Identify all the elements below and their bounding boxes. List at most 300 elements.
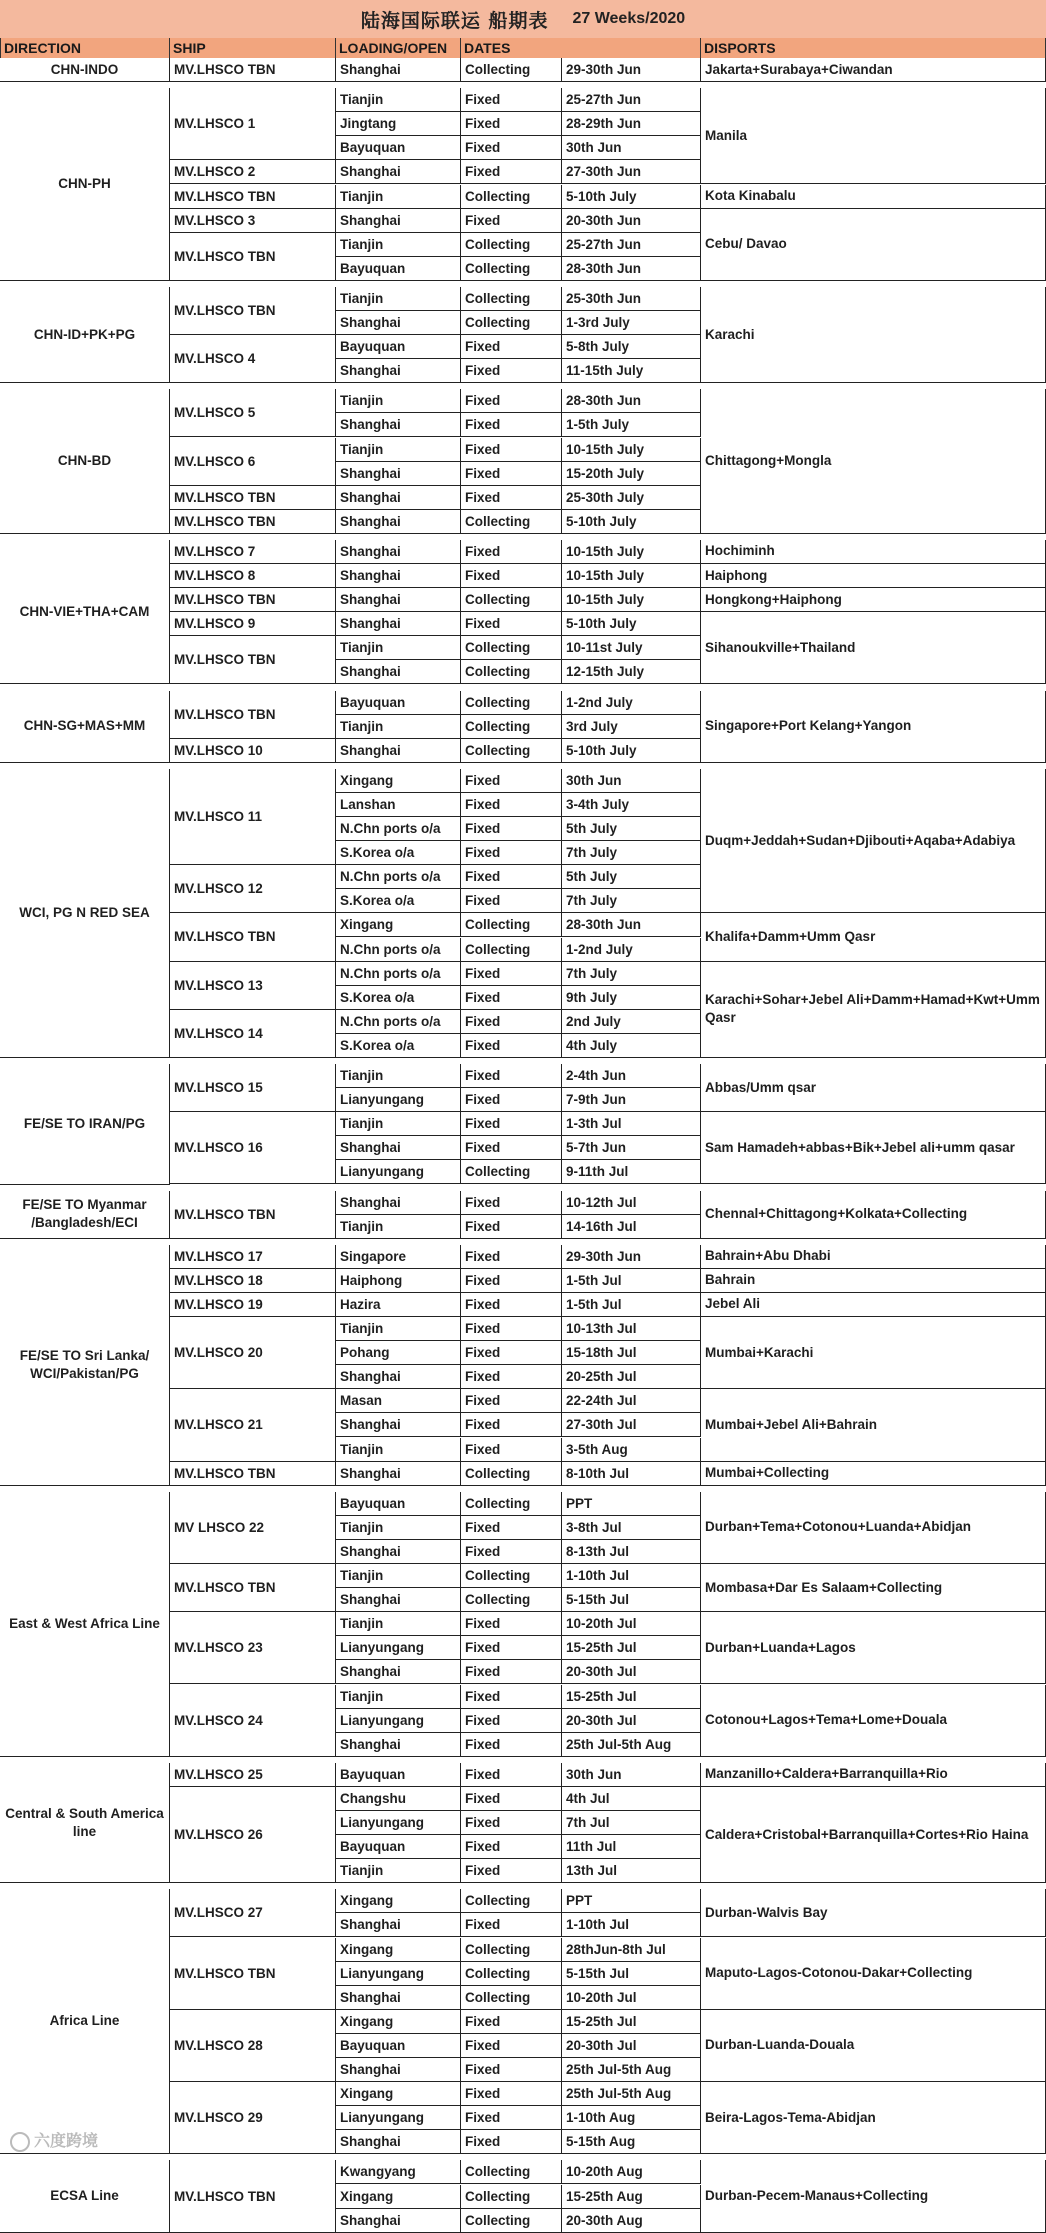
loading-port-cell: Shanghai [336, 486, 461, 510]
loading-port-cell: S.Korea o/a [336, 841, 461, 865]
status-cell: Fixed [461, 413, 562, 437]
ship-cell: MV.LHSCO 19 [170, 1293, 336, 1317]
date-cell: 5th July [562, 817, 701, 841]
date-cell: 20-30th Jul [562, 1709, 701, 1733]
ship-cell: MV.LHSCO 2 [170, 160, 336, 184]
date-cell: 7th July [562, 962, 701, 986]
status-cell: Fixed [461, 1215, 562, 1239]
date-cell: 8-10th Jul [562, 1462, 701, 1486]
loading-port-cell: Changshu [336, 1787, 461, 1811]
status-cell: Collecting [461, 1160, 562, 1184]
loading-port-cell: Tianjin [336, 1612, 461, 1636]
loading-port-cell: Shanghai [336, 58, 461, 82]
ship-cell: MV.LHSCO 26 [170, 1787, 336, 1883]
direction-cell: CHN-ID+PK+PG [0, 287, 170, 383]
date-cell: 20-30th Aug [562, 2209, 701, 2233]
loading-port-cell: Lianyungang [336, 1636, 461, 1660]
ship-cell: MV.LHSCO 24 [170, 1685, 336, 1757]
direction-cell: ECSA Line [0, 2160, 170, 2232]
disport-cell: Khalifa+Damm+Umm Qasr [701, 913, 1046, 961]
loading-port-cell: Tianjin [336, 287, 461, 311]
disport-cell: Durban+Tema+Cotonou+Luanda+Abidjan [701, 1492, 1046, 1564]
loading-port-cell: Xingang [336, 913, 461, 937]
loading-port-cell: Shanghai [336, 2058, 461, 2082]
date-cell: 25-27th Jun [562, 88, 701, 112]
loading-port-cell: Bayuquan [336, 1763, 461, 1787]
loading-port-cell: Shanghai [336, 540, 461, 564]
status-cell: Fixed [461, 1293, 562, 1317]
date-cell: 22-24th Jul [562, 1389, 701, 1413]
loading-port-cell: Bayuquan [336, 1492, 461, 1516]
date-cell: 10-15th July [562, 438, 701, 462]
status-cell: Collecting [461, 1889, 562, 1913]
date-cell: 15-25th Jul [562, 2010, 701, 2034]
status-cell: Fixed [461, 359, 562, 383]
disport-cell: Manzanillo+Caldera+Barranquilla+Rio [701, 1763, 1046, 1787]
loading-port-cell: Shanghai [336, 612, 461, 636]
disport-cell: Kota Kinabalu [701, 185, 1046, 209]
status-cell: Collecting [461, 691, 562, 715]
date-cell: 5-7th Jun [562, 1136, 701, 1160]
date-cell: 25th Jul-5th Aug [562, 2082, 701, 2106]
date-cell: 10-20th Jul [562, 1612, 701, 1636]
date-cell: 28-30th Jun [562, 257, 701, 281]
status-cell: Collecting [461, 1492, 562, 1516]
header-ship: SHIP [170, 38, 336, 58]
date-cell: 1-5th Jul [562, 1269, 701, 1293]
date-cell: 28thJun-8th Jul [562, 1938, 701, 1962]
date-cell: 3-8th Jul [562, 1516, 701, 1540]
status-cell: Collecting [461, 2160, 562, 2184]
status-cell: Fixed [461, 1516, 562, 1540]
status-cell: Fixed [461, 486, 562, 510]
loading-port-cell: Shanghai [336, 311, 461, 335]
direction-cell: FE/SE TO Sri Lanka/ WCI/Pakistan/PG [0, 1245, 170, 1486]
status-cell: Fixed [461, 1636, 562, 1660]
status-cell: Fixed [461, 540, 562, 564]
direction-cell: WCI, PG N RED SEA [0, 769, 170, 1058]
status-cell: Fixed [461, 769, 562, 793]
disport-cell: Chennal+Chittagong+Kolkata+Collecting [701, 1191, 1046, 1239]
disport-cell: Jakarta+Surabaya+Ciwandan [701, 58, 1046, 82]
date-cell: 1-5th Jul [562, 1293, 701, 1317]
loading-port-cell: Shanghai [336, 1365, 461, 1389]
status-cell: Fixed [461, 1763, 562, 1787]
loading-port-cell: Shanghai [336, 588, 461, 612]
date-cell: 3-5th Aug [562, 1438, 701, 1462]
loading-port-cell: Bayuquan [336, 136, 461, 160]
direction-cell: CHN-PH [0, 88, 170, 281]
status-cell: Fixed [461, 2106, 562, 2130]
ship-cell: MV.LHSCO TBN [170, 691, 336, 739]
status-cell: Fixed [461, 462, 562, 486]
disport-cell: Jebel Ali [701, 1293, 1046, 1317]
date-cell: 10-11st July [562, 636, 701, 660]
loading-port-cell: Shanghai [336, 1986, 461, 2010]
date-cell: 29-30th Jun [562, 58, 701, 82]
loading-port-cell: Tianjin [336, 1215, 461, 1239]
loading-port-cell: Pohang [336, 1341, 461, 1365]
date-cell: 25-30th Jun [562, 287, 701, 311]
loading-port-cell: Tianjin [336, 185, 461, 209]
ship-cell: MV.LHSCO 17 [170, 1245, 336, 1269]
status-cell: Fixed [461, 1612, 562, 1636]
header-disports: DISPORTS [701, 38, 1046, 58]
ship-cell: MV.LHSCO 21 [170, 1389, 336, 1461]
ship-cell: MV.LHSCO 18 [170, 1269, 336, 1293]
disport-cell: Caldera+Cristobal+Barranquilla+Cortes+Rio Haina [701, 1787, 1046, 1883]
loading-port-cell: Shanghai [336, 1191, 461, 1215]
ship-cell: MV.LHSCO TBN [170, 636, 336, 684]
status-cell: Fixed [461, 1811, 562, 1835]
loading-port-cell: Kwangyang [336, 2160, 461, 2184]
loading-port-cell: Xingang [336, 1889, 461, 1913]
status-cell: Fixed [461, 2010, 562, 2034]
direction-cell: Africa Line [0, 1889, 170, 2154]
loading-port-cell: Tianjin [336, 1438, 461, 1462]
ship-cell: MV.LHSCO TBN [170, 913, 336, 961]
ship-cell: MV.LHSCO TBN [170, 185, 336, 209]
loading-port-cell: Haiphong [336, 1269, 461, 1293]
loading-port-cell: Lianyungang [336, 1160, 461, 1184]
date-cell: 25-30th July [562, 486, 701, 510]
date-cell: 7th July [562, 841, 701, 865]
loading-port-cell: Jingtang [336, 112, 461, 136]
status-cell: Fixed [461, 1245, 562, 1269]
status-cell: Collecting [461, 2185, 562, 2209]
loading-port-cell: Shanghai [336, 510, 461, 534]
loading-port-cell: Tianjin [336, 438, 461, 462]
date-cell: 5th July [562, 865, 701, 889]
loading-port-cell: Shanghai [336, 660, 461, 684]
ship-cell: MV.LHSCO 29 [170, 2082, 336, 2154]
ship-cell: MV.LHSCO 7 [170, 540, 336, 564]
date-cell: 28-30th Jun [562, 913, 701, 937]
loading-port-cell: Shanghai [336, 209, 461, 233]
header-loading: LOADING/OPEN [336, 38, 461, 58]
date-cell: 14-16th Jul [562, 1215, 701, 1239]
ship-cell: MV.LHSCO 9 [170, 612, 336, 636]
loading-port-cell: N.Chn ports o/a [336, 938, 461, 962]
loading-port-cell: Hazira [336, 1293, 461, 1317]
status-cell: Fixed [461, 1088, 562, 1112]
loading-port-cell: Shanghai [336, 1660, 461, 1684]
loading-port-cell: Bayuquan [336, 691, 461, 715]
date-cell: 7th Jul [562, 1811, 701, 1835]
date-cell: 27-30th Jun [562, 160, 701, 184]
status-cell: Collecting [461, 938, 562, 962]
status-cell: Fixed [461, 1413, 562, 1437]
ship-cell: MV.LHSCO TBN [170, 510, 336, 534]
status-cell: Fixed [461, 1317, 562, 1341]
date-cell: PPT [562, 1492, 701, 1516]
status-cell: Fixed [461, 389, 562, 413]
date-cell: 28-30th Jun [562, 389, 701, 413]
status-cell: Fixed [461, 1733, 562, 1757]
date-cell: PPT [562, 1889, 701, 1913]
date-cell: 29-30th Jun [562, 1245, 701, 1269]
ship-cell: MV.LHSCO 8 [170, 564, 336, 588]
disport-cell: Singapore+Port Kelang+Yangon [701, 691, 1046, 763]
date-cell: 7-9th Jun [562, 1088, 701, 1112]
loading-port-cell: Xingang [336, 769, 461, 793]
ship-cell: MV.LHSCO 14 [170, 1010, 336, 1058]
status-cell: Collecting [461, 1462, 562, 1486]
ship-cell: MV.LHSCO 1 [170, 88, 336, 160]
date-cell: 5-10th July [562, 612, 701, 636]
status-cell: Fixed [461, 1835, 562, 1859]
ship-cell: MV.LHSCO 5 [170, 389, 336, 437]
date-cell: 5-8th July [562, 335, 701, 359]
status-cell: Fixed [461, 112, 562, 136]
status-cell: Fixed [461, 1064, 562, 1088]
status-cell: Collecting [461, 1986, 562, 2010]
ship-cell: MV.LHSCO 10 [170, 739, 336, 763]
date-cell: 11th Jul [562, 1835, 701, 1859]
loading-port-cell: N.Chn ports o/a [336, 1010, 461, 1034]
date-cell: 10-20th Jul [562, 1986, 701, 2010]
loading-port-cell: Tianjin [336, 1064, 461, 1088]
ship-cell: MV.LHSCO 28 [170, 2010, 336, 2082]
date-cell: 13th Jul [562, 1859, 701, 1883]
loading-port-cell: Lianyungang [336, 1811, 461, 1835]
date-cell: 25th Jul-5th Aug [562, 2058, 701, 2082]
date-cell: 25-27th Jun [562, 233, 701, 257]
ship-cell: MV.LHSCO TBN [170, 1191, 336, 1239]
disport-cell: Bahrain [701, 1269, 1046, 1293]
disport-cell: Hongkong+Haiphong [701, 588, 1046, 612]
status-cell: Collecting [461, 1938, 562, 1962]
status-cell: Fixed [461, 1112, 562, 1136]
disport-cell: Abbas/Umm qsar [701, 1064, 1046, 1112]
status-cell: Collecting [461, 257, 562, 281]
disport-cell: Beira-Lagos-Tema-Abidjan [701, 2082, 1046, 2154]
loading-port-cell: Shanghai [336, 1540, 461, 1564]
status-cell: Fixed [461, 962, 562, 986]
loading-port-cell: N.Chn ports o/a [336, 865, 461, 889]
loading-port-cell: Tianjin [336, 715, 461, 739]
ship-cell: MV.LHSCO 27 [170, 1889, 336, 1937]
status-cell: Fixed [461, 136, 562, 160]
ship-cell: MV.LHSCO 6 [170, 438, 336, 486]
disport-cell: Durban+Luanda+Lagos [701, 1612, 1046, 1684]
status-cell: Collecting [461, 715, 562, 739]
disport-cell: Sihanoukville+Thailand [701, 612, 1046, 684]
loading-port-cell: S.Korea o/a [336, 986, 461, 1010]
status-cell: Fixed [461, 841, 562, 865]
status-cell: Fixed [461, 1540, 562, 1564]
direction-cell: FE/SE TO Myanmar /Bangladesh/ECI [0, 1191, 170, 1239]
status-cell: Fixed [461, 865, 562, 889]
disport-cell: Karachi+Sohar+Jebel Ali+Damm+Hamad+Kwt+Umm Qasr [701, 962, 1046, 1058]
loading-port-cell: Shanghai [336, 359, 461, 383]
ship-cell: MV.LHSCO TBN [170, 588, 336, 612]
date-cell: 9th July [562, 986, 701, 1010]
date-cell: 20-30th Jul [562, 2034, 701, 2058]
status-cell: Fixed [461, 1034, 562, 1058]
loading-port-cell: Tianjin [336, 1685, 461, 1709]
disport-cell: Cotonou+Lagos+Tema+Lome+Douala [701, 1685, 1046, 1757]
loading-port-cell: Shanghai [336, 739, 461, 763]
loading-port-cell: Tianjin [336, 1564, 461, 1588]
status-cell: Fixed [461, 88, 562, 112]
date-cell: 25th Jul-5th Aug [562, 1733, 701, 1757]
status-cell: Fixed [461, 793, 562, 817]
status-cell: Fixed [461, 986, 562, 1010]
ship-cell: MV.LHSCO 13 [170, 962, 336, 1010]
status-cell: Fixed [461, 1341, 562, 1365]
loading-port-cell: Xingang [336, 2010, 461, 2034]
loading-port-cell: Lianyungang [336, 1962, 461, 1986]
disport-cell: Sam Hamadeh+abbas+Bik+Jebel ali+umm qasar [701, 1112, 1046, 1184]
loading-port-cell: N.Chn ports o/a [336, 962, 461, 986]
date-cell: 7th July [562, 889, 701, 913]
ship-cell: MV.LHSCO TBN [170, 1564, 336, 1612]
date-cell: 5-15th Jul [562, 1588, 701, 1612]
status-cell: Collecting [461, 233, 562, 257]
status-cell: Fixed [461, 1859, 562, 1883]
date-cell: 5-15th Aug [562, 2130, 701, 2154]
status-cell: Fixed [461, 438, 562, 462]
date-cell: 30th Jun [562, 769, 701, 793]
status-cell: Fixed [461, 2058, 562, 2082]
loading-port-cell: Tianjin [336, 1859, 461, 1883]
ship-cell: MV.LHSCO TBN [170, 233, 336, 281]
date-cell: 10-15th July [562, 564, 701, 588]
disport-cell: Haiphong [701, 564, 1046, 588]
ship-cell: MV.LHSCO TBN [170, 1462, 336, 1486]
status-cell: Collecting [461, 185, 562, 209]
loading-port-cell: Tianjin [336, 1112, 461, 1136]
date-cell: 10-15th July [562, 540, 701, 564]
disport-cell: Cebu/ Davao [701, 209, 1046, 281]
date-cell: 8-13th Jul [562, 1540, 701, 1564]
loading-port-cell: Bayuquan [336, 2034, 461, 2058]
date-cell: 15-18th Jul [562, 1341, 701, 1365]
disport-cell: Manila [701, 88, 1046, 184]
date-cell: 10-13th Jul [562, 1317, 701, 1341]
date-cell: 1-2nd July [562, 938, 701, 962]
status-cell: Fixed [461, 1389, 562, 1413]
status-cell: Collecting [461, 636, 562, 660]
loading-port-cell: Shanghai [336, 1588, 461, 1612]
ship-cell: MV.LHSCO TBN [170, 486, 336, 510]
status-cell: Collecting [461, 1588, 562, 1612]
loading-port-cell: N.Chn ports o/a [336, 817, 461, 841]
direction-cell: CHN-BD [0, 389, 170, 534]
status-cell: Collecting [461, 1564, 562, 1588]
status-cell: Collecting [461, 311, 562, 335]
loading-port-cell: Bayuquan [336, 1835, 461, 1859]
status-cell: Collecting [461, 2209, 562, 2233]
status-cell: Collecting [461, 510, 562, 534]
date-cell: 20-30th Jun [562, 209, 701, 233]
loading-port-cell: Tianjin [336, 1317, 461, 1341]
direction-cell: FE/SE TO IRAN/PG [0, 1064, 170, 1185]
date-cell: 10-12th Jul [562, 1191, 701, 1215]
date-cell: 1-10th Aug [562, 2106, 701, 2130]
direction-cell: CHN-SG+MAS+MM [0, 691, 170, 763]
ship-cell: MV LHSCO 22 [170, 1492, 336, 1564]
loading-port-cell: Lianyungang [336, 2106, 461, 2130]
loading-port-cell: Shanghai [336, 1462, 461, 1486]
status-cell: Fixed [461, 160, 562, 184]
disport-cell: Chittagong+Mongla [701, 389, 1046, 534]
date-cell: 10-20th Aug [562, 2160, 701, 2184]
loading-port-cell: S.Korea o/a [336, 889, 461, 913]
status-cell: Fixed [461, 1438, 562, 1462]
status-cell: Fixed [461, 1136, 562, 1160]
disport-cell: Durban-Walvis Bay [701, 1889, 1046, 1937]
ship-cell: MV.LHSCO 3 [170, 209, 336, 233]
date-cell: 3-4th July [562, 793, 701, 817]
loading-port-cell: Bayuquan [336, 335, 461, 359]
watermark-logo-icon [10, 2132, 30, 2152]
disport-cell: Maputo-Lagos-Cotonou-Dakar+Collecting [701, 1938, 1046, 2010]
status-cell: Fixed [461, 335, 562, 359]
date-cell: 15-20th July [562, 462, 701, 486]
date-cell: 1-10th Jul [562, 1913, 701, 1937]
direction-cell: CHN-INDO [0, 58, 170, 82]
date-cell: 15-25th Jul [562, 1685, 701, 1709]
week-label: 27 Weeks/2020 [572, 10, 686, 27]
date-cell: 9-11th Jul [562, 1160, 701, 1184]
date-cell: 1-10th Jul [562, 1564, 701, 1588]
status-cell: Fixed [461, 2034, 562, 2058]
loading-port-cell: Xingang [336, 2082, 461, 2106]
status-cell: Fixed [461, 1913, 562, 1937]
status-cell: Collecting [461, 660, 562, 684]
loading-port-cell: Shanghai [336, 1913, 461, 1937]
date-cell: 20-30th Jul [562, 1660, 701, 1684]
status-cell: Fixed [461, 889, 562, 913]
date-cell: 27-30th Jul [562, 1413, 701, 1437]
disport-cell: Hochiminh [701, 540, 1046, 564]
status-cell: Fixed [461, 2082, 562, 2106]
header-direction: DIRECTION [0, 38, 170, 58]
status-cell: Fixed [461, 2130, 562, 2154]
status-cell: Fixed [461, 1685, 562, 1709]
loading-port-cell: Shanghai [336, 160, 461, 184]
loading-port-cell: Tianjin [336, 88, 461, 112]
loading-port-cell: Tianjin [336, 1516, 461, 1540]
status-cell: Fixed [461, 1660, 562, 1684]
loading-port-cell: Bayuquan [336, 257, 461, 281]
loading-port-cell: Shanghai [336, 1413, 461, 1437]
status-cell: Fixed [461, 612, 562, 636]
disport-cell: Karachi [701, 287, 1046, 383]
loading-port-cell: Shanghai [336, 2209, 461, 2233]
direction-cell: East & West Africa Line [0, 1492, 170, 1757]
date-cell: 15-25th Aug [562, 2185, 701, 2209]
date-cell: 1-5th July [562, 413, 701, 437]
status-cell: Fixed [461, 1787, 562, 1811]
loading-port-cell: Singapore [336, 1245, 461, 1269]
ship-cell: MV.LHSCO TBN [170, 2160, 336, 2232]
status-cell: Fixed [461, 1365, 562, 1389]
loading-port-cell: Lanshan [336, 793, 461, 817]
loading-port-cell: Masan [336, 1389, 461, 1413]
date-cell: 15-25th Jul [562, 1636, 701, 1660]
loading-port-cell: Xingang [336, 1938, 461, 1962]
loading-port-cell: Tianjin [336, 389, 461, 413]
status-cell: Fixed [461, 564, 562, 588]
watermark: 六度跨境 [10, 2128, 98, 2152]
loading-port-cell: S.Korea o/a [336, 1034, 461, 1058]
date-cell: 5-10th July [562, 510, 701, 534]
loading-port-cell: Tianjin [336, 636, 461, 660]
disport-cell: Mombasa+Dar Es Salaam+Collecting [701, 1564, 1046, 1612]
